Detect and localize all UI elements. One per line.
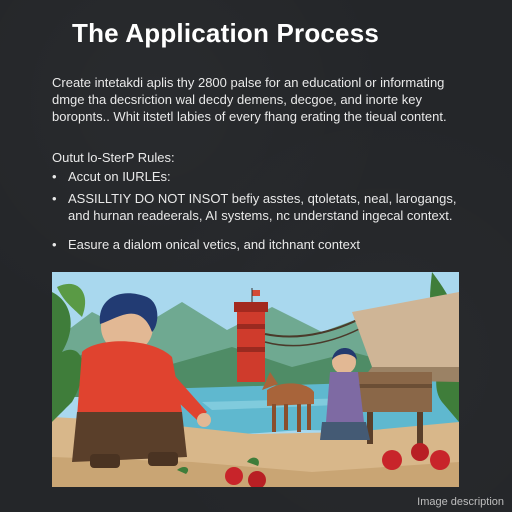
horse-leg: [307, 404, 311, 430]
child-legs: [320, 422, 370, 440]
horse-body: [267, 383, 314, 406]
intro-line: dmge tha decsriction wal decdy demens, decgoe, and inorte key: [52, 92, 422, 107]
apple: [411, 443, 429, 461]
image-caption: Image description: [417, 496, 504, 508]
rule-item: [52, 190, 472, 224]
rule-item: [52, 168, 472, 185]
child-body: [326, 372, 364, 422]
apple: [430, 450, 450, 470]
tower: [237, 310, 265, 382]
rule-text: Accut on IURLEs:: [68, 169, 171, 184]
tower-band: [237, 324, 265, 329]
tower-band: [237, 347, 265, 352]
horse-leg: [284, 404, 288, 430]
tower-top: [234, 302, 268, 312]
boy-shoe: [90, 454, 120, 468]
intro-line: boropnts.. Whit itstetl labies of every fhang erating the tieual content.: [52, 109, 447, 124]
boy-hand: [197, 413, 211, 427]
rules-heading: Outut lo-SterP Rules:: [52, 150, 175, 165]
tower-flag: [252, 290, 260, 296]
wooden-cart: [352, 372, 432, 412]
bullet-icon: •: [52, 237, 57, 252]
bullet-icon: •: [52, 169, 57, 184]
illustration-scene: [52, 272, 459, 487]
intro-line: Create intetakdi aplis thy 2800 palse for an educationl or informating: [52, 75, 445, 90]
horse-leg: [272, 404, 276, 432]
rule-item: [52, 236, 472, 253]
rule-text: Easure a dialom onical vetics, and itchnant context: [68, 237, 360, 252]
bullet-icon: •: [52, 191, 57, 206]
apple: [225, 467, 243, 485]
wooden-cart-leg: [417, 412, 423, 444]
rule-text: ASSILLTIY DO NOT INSOT befiy asstes, qtoletats, neal, larogangs,: [68, 191, 457, 206]
rules-list: [52, 168, 472, 253]
rule-text-continued: and hurnan readeerals, AI systems, nc understand ingecal context.: [68, 208, 453, 223]
horse-leg: [297, 404, 301, 432]
boy-shoe: [148, 452, 178, 466]
page-title: The Application Process: [72, 18, 380, 48]
apple: [382, 450, 402, 470]
intro-paragraph: [52, 74, 472, 125]
illustration: [52, 272, 459, 487]
wooden-cart-plank: [352, 384, 432, 388]
